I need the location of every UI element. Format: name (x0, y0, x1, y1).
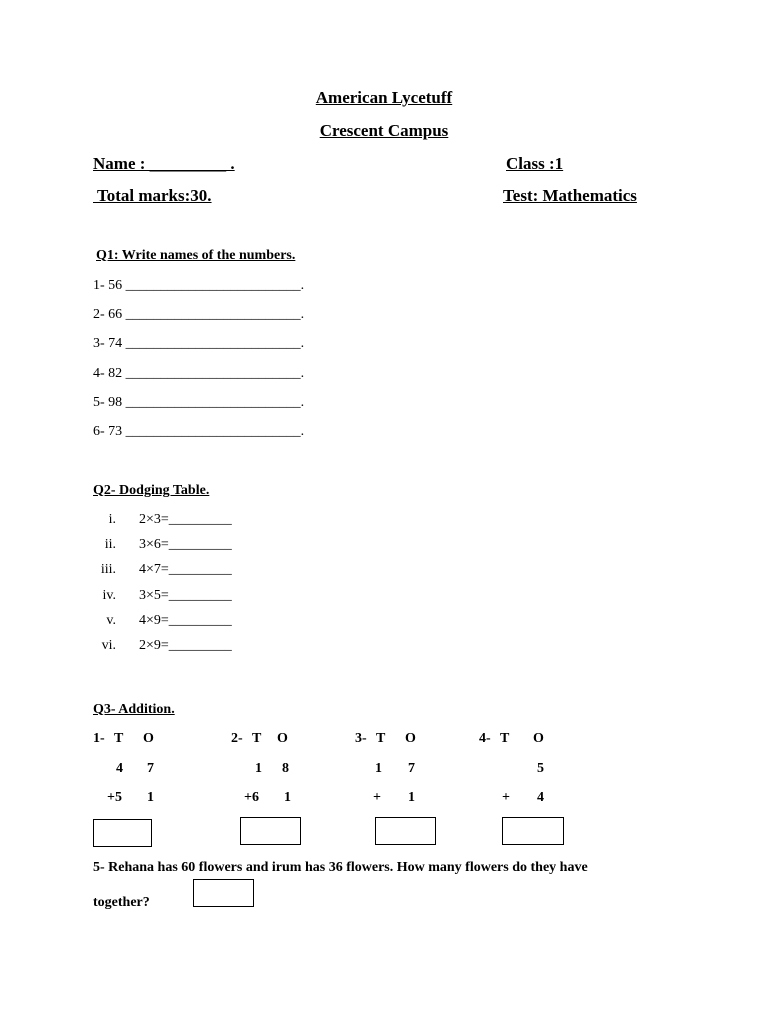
q2-title: Q2- Dodging Table. (93, 483, 210, 498)
addition-label: 2- (231, 731, 243, 746)
word-problem-line: together? (93, 895, 150, 910)
ones-header: O (405, 731, 416, 746)
q2-item-number: i. (108, 512, 116, 527)
ones-digit: 7 (408, 761, 415, 776)
tens-digit: + (373, 790, 381, 805)
answer-box[interactable] (240, 817, 301, 845)
answer-box[interactable] (193, 879, 254, 907)
answer-box[interactable] (375, 817, 436, 845)
ones-header: O (533, 731, 544, 746)
tens-digit: 4 (116, 761, 123, 776)
q2-item-text: 3×5=_________ (139, 588, 232, 603)
total-marks: Total marks:30. (93, 186, 212, 205)
answer-box[interactable] (502, 817, 564, 845)
addition-label: 4- (479, 731, 491, 746)
q1-item: 6- 73 _________________________. (93, 424, 305, 439)
ones-header: O (277, 731, 288, 746)
q2-item-number: iii. (100, 562, 116, 577)
q2-item-text: 4×7=_________ (139, 562, 232, 577)
ones-digit: 1 (284, 790, 291, 805)
ones-digit: 7 (147, 761, 154, 776)
test-subject: Test: Mathematics (503, 186, 637, 205)
q2-item-text: 3×6=_________ (139, 537, 232, 552)
answer-box[interactable] (93, 819, 152, 847)
ones-digit: 1 (147, 790, 154, 805)
campus-name: Crescent Campus (319, 121, 449, 140)
ones-digit: 1 (408, 790, 415, 805)
tens-digit: + (502, 790, 510, 805)
q1-item: 4- 82 _________________________. (93, 366, 305, 381)
tens-header: T (252, 731, 262, 746)
tens-digit: 1 (255, 761, 262, 776)
q2-item-number: iv. (102, 588, 116, 603)
tens-header: T (376, 731, 386, 746)
q2-item-text: 2×9=_________ (139, 638, 232, 653)
q1-item: 5- 98 _________________________. (93, 395, 305, 410)
school-name: American Lycetuff (315, 88, 453, 107)
class-label: Class :1 (506, 154, 564, 173)
ones-digit: 4 (537, 790, 544, 805)
q2-item-text: 4×9=_________ (139, 613, 232, 628)
name-label: Name : _________ . (93, 154, 235, 173)
word-problem-line: 5- Rehana has 60 flowers and irum has 36 flowers. How many flowers do they have (93, 860, 588, 875)
ones-header: O (143, 731, 154, 746)
tens-digit: +5 (107, 790, 122, 805)
tens-header: T (114, 731, 124, 746)
q2-item-text: 2×3=_________ (139, 512, 232, 527)
tens-digit: +6 (244, 790, 259, 805)
ones-digit: 8 (282, 761, 289, 776)
tens-digit: 1 (375, 761, 382, 776)
q1-item: 3- 74 _________________________. (93, 336, 305, 351)
q1-item: 2- 66 _________________________. (93, 307, 305, 322)
ones-digit: 5 (537, 761, 544, 776)
addition-label: 3- (355, 731, 367, 746)
tens-header: T (500, 731, 510, 746)
q1-title: Q1: Write names of the numbers. (96, 248, 296, 263)
addition-label: 1- (93, 731, 105, 746)
q3-title: Q3- Addition. (93, 702, 175, 717)
q2-item-number: v. (106, 613, 116, 628)
q2-item-number: vi. (101, 638, 116, 653)
q2-item-number: ii. (104, 537, 116, 552)
q1-item: 1- 56 _________________________. (93, 278, 305, 293)
